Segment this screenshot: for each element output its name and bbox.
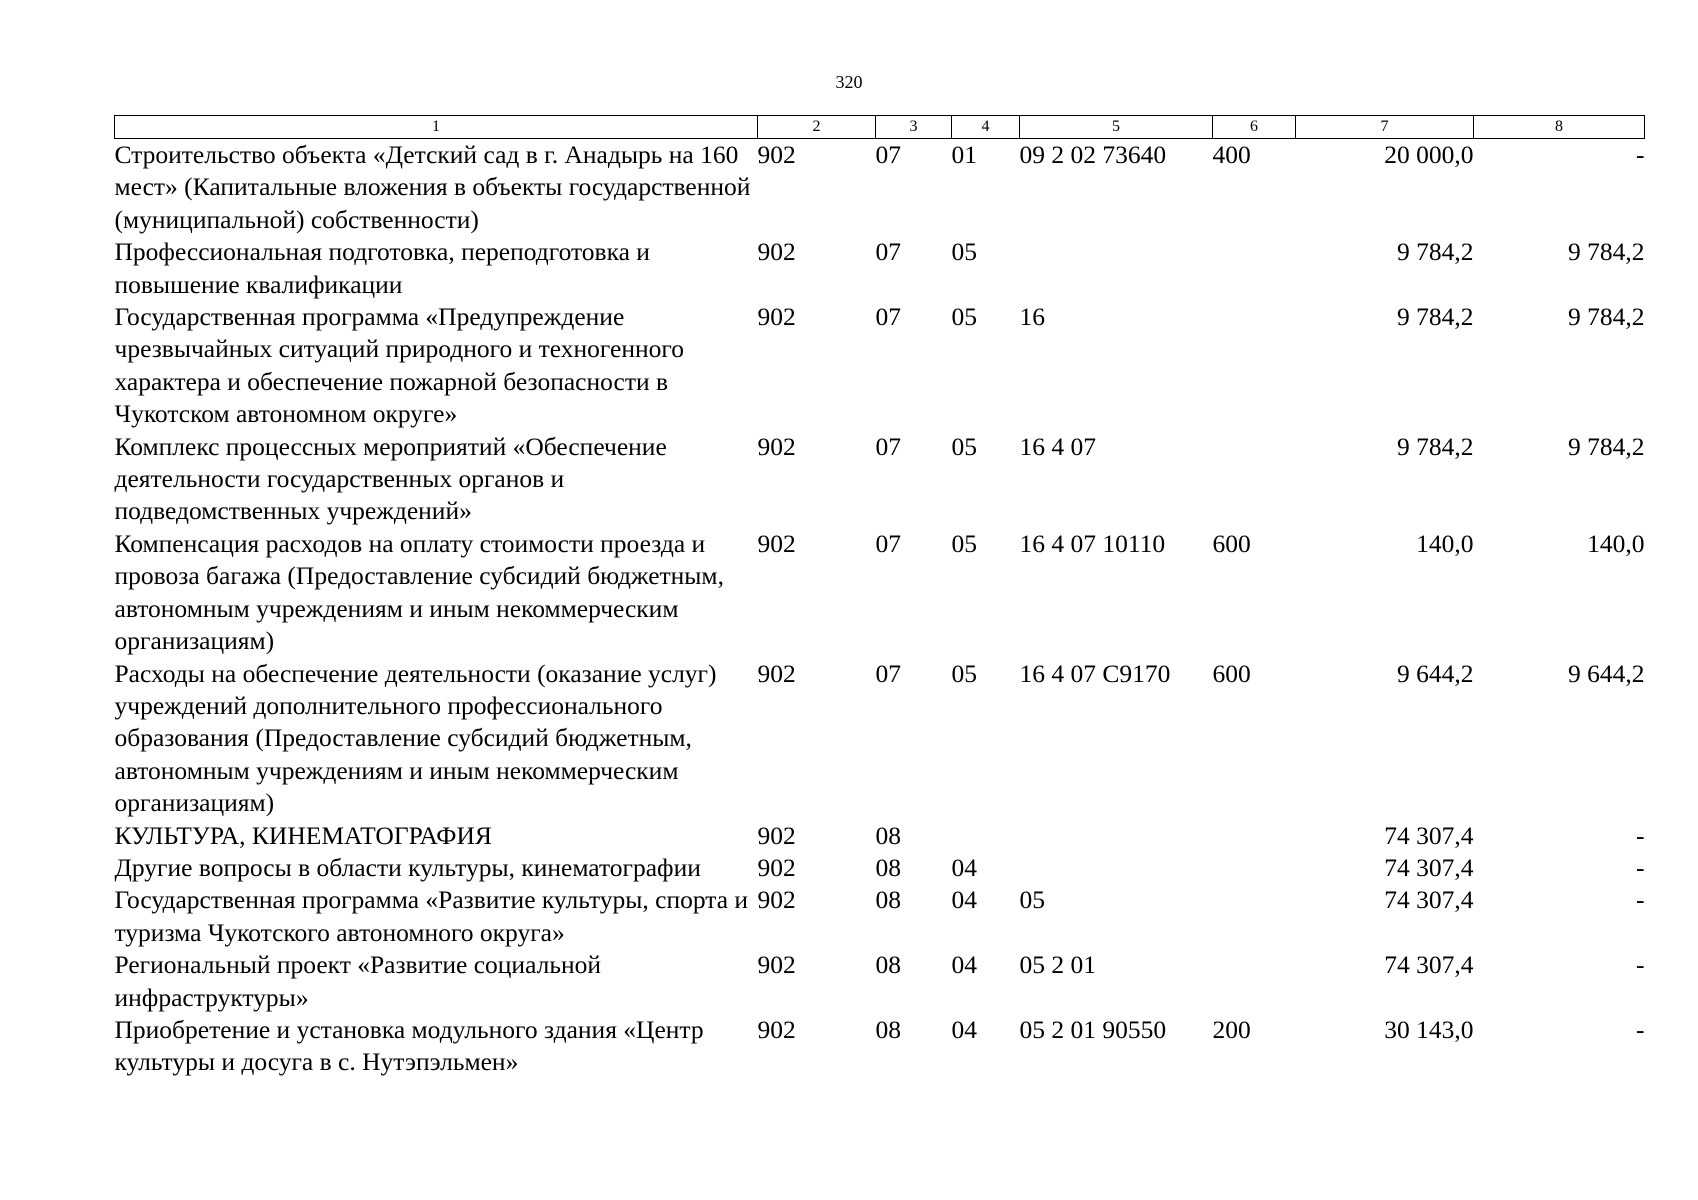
- section-code: 07: [875, 658, 901, 688]
- section-code: 07: [875, 302, 901, 332]
- expense-type-code: [1213, 236, 1296, 301]
- amount-col7: 30 143,0: [1384, 1014, 1474, 1044]
- amount-col8: 9 644,2: [1568, 658, 1645, 688]
- subsection-code: 05: [951, 302, 977, 332]
- section-code: 08: [875, 852, 901, 882]
- ministry-code: 902: [757, 237, 796, 267]
- column-header-7: 7: [1296, 116, 1474, 139]
- table-row: [115, 431, 1645, 528]
- amount-col8: 9 784,2: [1568, 237, 1645, 267]
- row-description: Профессиональная подготовка, переподготовка и повышение квалификации: [114, 237, 650, 299]
- amount-col7: 9 784,2: [1397, 237, 1474, 267]
- expense-type-code: 400: [1212, 140, 1251, 169]
- table-row: [115, 658, 1645, 820]
- column-header-1: 1: [115, 116, 758, 139]
- amount-col7: 74 307,4: [1384, 950, 1474, 980]
- target-article-code: 16 4 07 С9170: [1019, 658, 1171, 688]
- ministry-code: 902: [757, 820, 796, 850]
- expense-type-code: 600: [1212, 658, 1251, 688]
- target-article-code: 16 4 07 10110: [1019, 528, 1166, 558]
- row-description: Комплекс процессных мероприятий «Обеспечение деятельности государственных органов и подведомственных учреждений»: [114, 431, 667, 526]
- subsection-code: 05: [951, 658, 977, 688]
- amount-col8: 9 784,2: [1568, 431, 1645, 461]
- row-description: Приобретение и установка модульного здания «Центр культуры и досуга в с. Нутэпэльмен»: [114, 1014, 704, 1077]
- row-description: Строительство объекта «Детский сад в г. Анадырь на 160 мест» (Капитальные вложения в объекты государственной (муниципальной) собственности): [114, 140, 751, 234]
- table-row: [115, 820, 1645, 852]
- target-article-code: 05 2 01 90550: [1019, 1014, 1167, 1044]
- table-row: [115, 236, 1645, 301]
- table-row: [115, 884, 1645, 949]
- expense-type-code: [1213, 884, 1296, 949]
- table-row: [115, 852, 1645, 884]
- target-article-code: 09 2 02 73640: [1019, 140, 1167, 169]
- target-article-code: 05: [1019, 885, 1045, 915]
- expense-type-code: 600: [1212, 528, 1251, 558]
- row-description: Государственная программа «Предупреждение чрезвычайных ситуаций природного и техногенного характера и обеспечение пожарной безопасности в Чукотском автономном округе»: [114, 302, 684, 429]
- table-row: [115, 301, 1645, 431]
- amount-col7: 74 307,4: [1384, 852, 1474, 882]
- ministry-code: 902: [757, 431, 796, 461]
- target-article-code: [1020, 236, 1213, 301]
- subsection-code: [952, 820, 1020, 852]
- amount-col8: 9 784,2: [1568, 302, 1645, 332]
- subsection-code: 04: [951, 885, 977, 915]
- page-number: 320: [835, 72, 863, 92]
- budget-table: [114, 115, 1645, 1079]
- column-header-8: 8: [1474, 116, 1645, 139]
- expense-type-code: 200: [1212, 1014, 1251, 1044]
- expense-type-code: [1213, 431, 1296, 528]
- row-description: Компенсация расходов на оплату стоимости проезда и провоза багажа (Предоставление субсидий бюджетным, автономным учреждениям и иным некоммерческим организациям): [114, 528, 724, 656]
- amount-col8: -: [1636, 820, 1645, 850]
- table-row: [115, 1014, 1645, 1079]
- amount-col8: -: [1636, 950, 1645, 980]
- row-description: Региональный проект «Развитие социальной инфраструктуры»: [114, 950, 602, 1012]
- amount-col7: 20 000,0: [1384, 140, 1474, 169]
- subsection-code: 04: [951, 950, 977, 980]
- amount-col7: 74 307,4: [1384, 820, 1474, 850]
- subsection-code: 01: [951, 140, 977, 169]
- subsection-code: 05: [951, 237, 977, 267]
- target-article-code: [1020, 820, 1213, 852]
- expense-type-code: [1213, 852, 1296, 884]
- row-description: Расходы на обеспечение деятельности (оказание услуг) учреждений дополнительного профессионального образования (Предоставление субсидий бюджетным, автономным учреждениям и иным некоммерческим организациям): [114, 658, 717, 818]
- target-article-code: 16: [1019, 302, 1045, 332]
- section-code: 07: [875, 431, 901, 461]
- amount-col8: 140,0: [1587, 528, 1645, 558]
- ministry-code: 902: [757, 140, 796, 169]
- target-article-code: [1020, 852, 1213, 884]
- amount-col8: -: [1636, 1014, 1645, 1044]
- ministry-code: 902: [757, 885, 796, 915]
- expense-type-code: [1213, 820, 1296, 852]
- section-code: 08: [875, 885, 901, 915]
- subsection-code: 04: [951, 852, 977, 882]
- table-row: [115, 139, 1645, 237]
- ministry-code: 902: [757, 1014, 796, 1044]
- column-header-6: 6: [1213, 116, 1296, 139]
- target-article-code: 05 2 01: [1019, 950, 1096, 980]
- amount-col8: -: [1636, 140, 1645, 169]
- amount-col7: 140,0: [1416, 528, 1474, 558]
- section-code: 07: [875, 140, 901, 169]
- subsection-code: 05: [951, 528, 977, 558]
- column-header-4: 4: [952, 116, 1020, 139]
- row-description: КУЛЬТУРА, КИНЕМАТОГРАФИЯ: [114, 820, 492, 850]
- section-code: 07: [875, 237, 901, 267]
- row-description: Государственная программа «Развитие культуры, спорта и туризма Чукотского автономного округа»: [114, 885, 749, 947]
- table-row: [115, 528, 1645, 658]
- subsection-code: 05: [951, 431, 977, 461]
- section-code: 08: [875, 950, 901, 980]
- table-row: [115, 949, 1645, 1014]
- expense-type-code: [1213, 949, 1296, 1014]
- amount-col8: -: [1636, 885, 1645, 915]
- column-header-5: 5: [1020, 116, 1213, 139]
- ministry-code: 902: [757, 852, 796, 882]
- amount-col7: 9 784,2: [1397, 302, 1474, 332]
- section-code: 07: [875, 528, 901, 558]
- ministry-code: 902: [757, 302, 796, 332]
- target-article-code: 16 4 07: [1019, 431, 1096, 461]
- amount-col7: 9 644,2: [1397, 658, 1474, 688]
- column-header-3: 3: [876, 116, 952, 139]
- amount-col7: 74 307,4: [1384, 885, 1474, 915]
- ministry-code: 902: [757, 950, 796, 980]
- subsection-code: 04: [951, 1014, 977, 1044]
- ministry-code: 902: [757, 658, 796, 688]
- expense-type-code: [1213, 301, 1296, 431]
- column-header-2: 2: [758, 116, 876, 139]
- row-description: Другие вопросы в области культуры, кинематографии: [114, 852, 701, 882]
- amount-col7: 9 784,2: [1397, 431, 1474, 461]
- ministry-code: 902: [757, 528, 796, 558]
- column-number-row: [115, 116, 1645, 139]
- section-code: 08: [875, 820, 901, 850]
- amount-col8: -: [1636, 852, 1645, 882]
- section-code: 08: [875, 1014, 901, 1044]
